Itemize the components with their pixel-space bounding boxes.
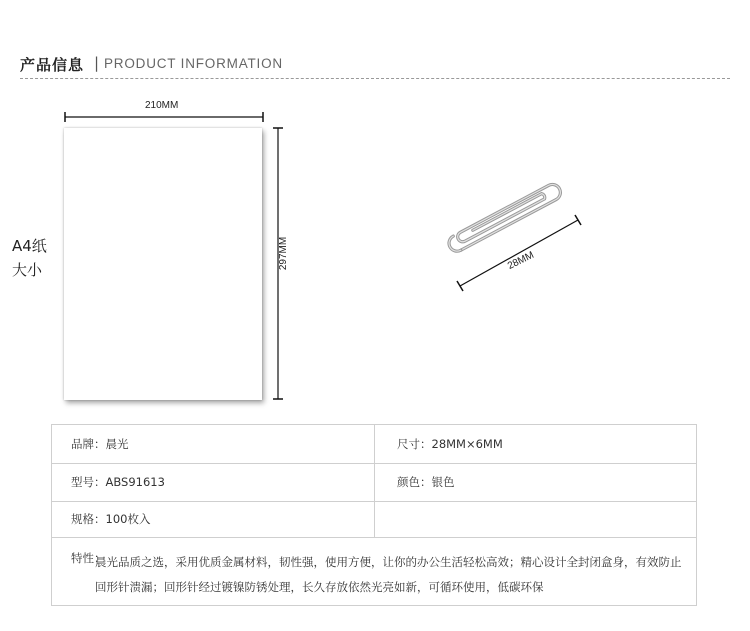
spec-model: 型号：ABS91613 — [71, 475, 165, 489]
title-separator: | — [94, 54, 100, 72]
paper-side-label-line1: A4纸 — [12, 237, 47, 255]
spec-brand: 品牌：晨光 — [71, 437, 129, 451]
clip-length-label: 28MM — [506, 249, 536, 272]
clip-length-tick-right — [575, 215, 581, 225]
clip-length-line — [460, 220, 578, 286]
features-label: 特性： — [71, 551, 106, 565]
spec-size: 尺寸：28MM×6MM — [397, 437, 503, 451]
paperclip-icon — [446, 182, 563, 254]
section-title-cn: 产品信息 — [20, 56, 85, 74]
spec-table — [51, 424, 697, 606]
spec-color: 颜色：银色 — [397, 475, 455, 489]
features-text: 晨光品质之选，采用优质金属材料，韧性强，使用方便，让你的办公生活轻松高效；精心设计全封闭盒身，有效防止回形针溃漏；回形针经过镀镍防锈处理，长久存放依然光亮如新，可循环使用，低碳环保 — [95, 555, 682, 594]
section-title-en: PRODUCT INFORMATION — [104, 56, 283, 71]
spec-quantity: 规格：100枚入 — [71, 512, 151, 526]
clip-length-tick-left — [457, 281, 463, 291]
paper-width-label: 210MM — [145, 100, 179, 111]
spec-row-features — [52, 537, 696, 605]
paper-side-label-line2: 大小 — [12, 261, 43, 279]
column-divider — [374, 425, 375, 537]
paper-height-label: 297MM — [278, 236, 290, 271]
